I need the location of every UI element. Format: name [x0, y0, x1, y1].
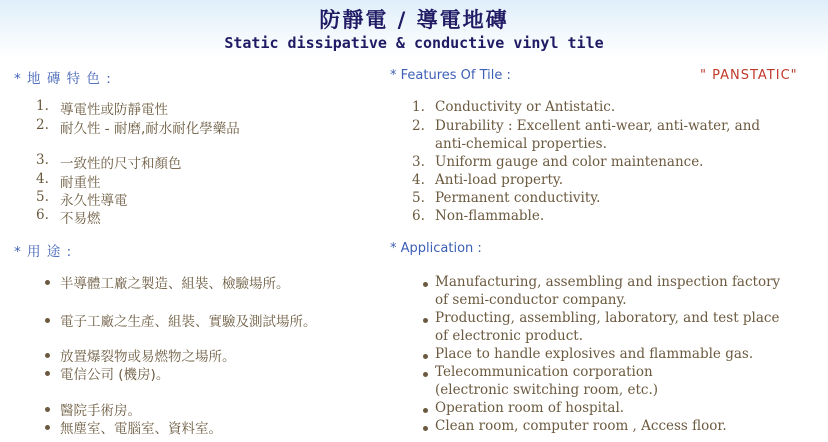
list-item: Anti-load property.	[435, 172, 564, 188]
list-item: 永久性導電	[60, 193, 128, 209]
list-number: 3.	[412, 154, 425, 170]
list-item: Permanent conductivity.	[435, 190, 601, 206]
list-item: Conductivity or Antistatic.	[435, 99, 616, 115]
list-number: 1.	[36, 98, 49, 114]
bullet-icon	[45, 353, 50, 358]
list-number: 2.	[36, 117, 49, 133]
list-item: 耐重性	[60, 175, 101, 191]
list-item: 導電性或防靜電性	[60, 102, 168, 118]
list-item: 電子工廠之生產、組裝、實驗及測試場所。	[60, 314, 317, 330]
bullet-icon	[423, 426, 428, 431]
bullet-icon	[45, 318, 50, 323]
list-item: Operation room of hospital.	[435, 400, 625, 416]
list-item: 電信公司 (機房)。	[60, 367, 170, 383]
bullet-icon	[423, 408, 428, 413]
list-number: 6.	[36, 207, 49, 223]
list-item: Clean room, computer room , Access floor.	[435, 418, 727, 434]
bullet-icon	[423, 354, 428, 359]
application-heading-zh: * 用 途 :	[14, 244, 73, 260]
bullet-icon	[45, 371, 50, 376]
list-item: 醫院手術房。	[60, 403, 141, 419]
list-number: 5.	[36, 189, 49, 205]
list-item: Manufacturing, assembling and inspection factory	[435, 274, 781, 290]
list-item: Non-flammable.	[435, 208, 545, 224]
list-item-continuation: of electronic product.	[435, 328, 583, 344]
list-item: Durability : Excellent anti-wear, anti-water, and	[435, 118, 761, 134]
list-number: 5.	[412, 190, 425, 206]
list-number: 1.	[412, 99, 425, 115]
list-item-continuation: anti-chemical properties.	[435, 136, 607, 152]
application-heading-en: * Application :	[390, 241, 482, 256]
list-item-continuation: (electronic switching room, etc.)	[435, 382, 659, 398]
bullet-icon	[423, 318, 428, 323]
list-number: 6.	[412, 208, 425, 224]
list-number: 3.	[36, 152, 49, 168]
bullet-icon	[45, 407, 50, 412]
list-item: Uniform gauge and color maintenance.	[435, 154, 704, 170]
list-item: 半導體工廠之製造、組裝、檢驗場所。	[60, 276, 290, 292]
bullet-icon	[45, 280, 50, 285]
page-header	[0, 0, 828, 58]
features-heading-zh: * 地 磚 特 色 :	[14, 71, 112, 87]
list-item: 一致性的尺寸和顏色	[60, 156, 182, 172]
list-number: 4.	[412, 172, 425, 188]
list-item-continuation: of semi-conductor company.	[435, 292, 627, 308]
features-heading-en: * Features Of Tile :	[390, 68, 511, 83]
brand-name: " PANSTATIC"	[700, 68, 798, 83]
page-title-en: Static dissipative & conductive vinyl tile	[224, 34, 604, 52]
bullet-icon	[423, 282, 428, 287]
list-number: 4.	[36, 171, 49, 187]
list-item: 不易燃	[60, 211, 101, 227]
list-item: 無塵室、電腦室、資料室。	[60, 421, 222, 437]
list-number: 2.	[412, 118, 425, 134]
list-item: 放置爆裂物或易燃物之場所。	[60, 349, 236, 365]
page-title-zh: 防靜電 / 導電地磚	[319, 8, 509, 32]
list-item: 耐久性 - 耐磨,耐水耐化學藥品	[60, 121, 240, 137]
bullet-icon	[45, 425, 50, 430]
list-item: Producting, assembling, laboratory, and test place	[435, 310, 780, 326]
list-item: Place to handle explosives and flammable gas.	[435, 346, 754, 362]
bullet-icon	[423, 372, 428, 377]
list-item: Telecommunication corporation	[435, 364, 653, 380]
